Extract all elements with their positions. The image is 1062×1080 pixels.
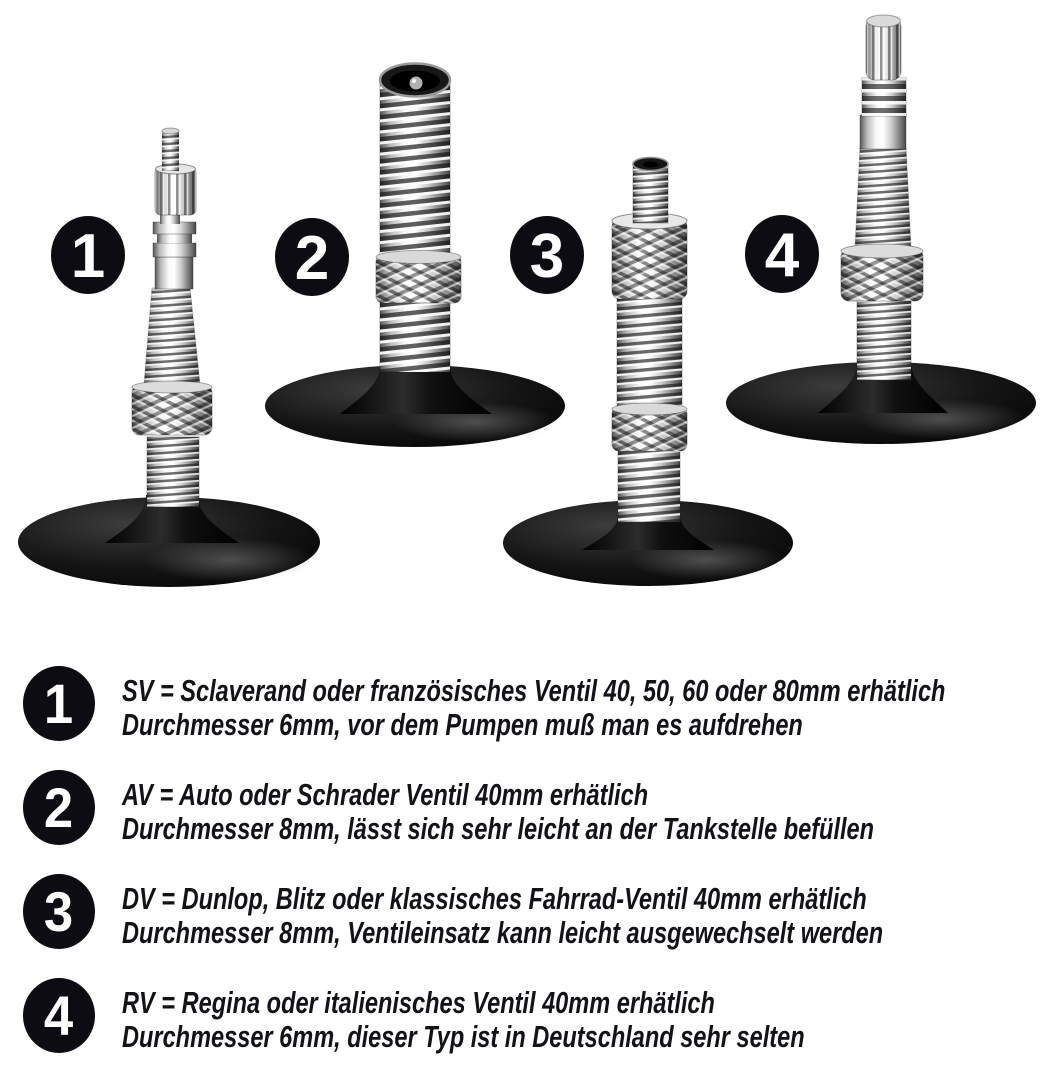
legend-dv-line2: Durchmesser 8mm, Ventileinsatz kann leicht ausgewechselt werden: [122, 915, 884, 950]
legend-sv-line2: Durchmesser 6mm, vor dem Pumpen muß man es aufdrehen: [122, 707, 803, 742]
valve-2-lock-ring: [376, 251, 461, 304]
valve-2-top-face: [380, 64, 450, 97]
figure-badge-4: [745, 215, 819, 293]
figure-badge-2: [275, 218, 349, 296]
valve-3-lock-ring: [612, 403, 687, 451]
valve-1-stem: [144, 210, 200, 507]
figure-badge-3-number: 3: [529, 222, 565, 291]
legend-badge-2: [23, 770, 95, 845]
figure-badge-3: [510, 216, 584, 294]
valve-1-base: [18, 495, 320, 587]
legend-av-line1: AV = Auto oder Schrader Ventil 40mm erhätlich: [122, 777, 649, 812]
valve-2-base: [265, 365, 565, 447]
figure-badge-1: [51, 216, 125, 294]
legend-text-rv: [122, 986, 1020, 1054]
legend-badge-4-number: 4: [44, 983, 74, 1047]
valve-4-cap: [866, 15, 901, 80]
legend-dv-line1: DV = Dunlop, Blitz oder klassisches Fahrrad-Ventil 40mm erhätlich: [122, 881, 867, 916]
figure-badge-4-number: 4: [764, 221, 800, 290]
legend-badge-1-number: 1: [44, 671, 74, 735]
legend-sv-line1: SV = Sclaverand oder französisches Ventil 40, 50, 60 oder 80mm erhätlich: [122, 673, 946, 708]
figure-badge-2-number: 2: [294, 224, 330, 293]
legend-av-line2: Durchmesser 8mm, lässt sich sehr leicht an der Tankstelle befüllen: [122, 811, 875, 846]
legend-rv-line1: RV = Regina oder italienisches Ventil 40mm erhätlich: [122, 985, 715, 1020]
legend-item-av: [0, 770, 1062, 860]
legend-item-dv: [0, 874, 1062, 964]
valve-2-stem: [380, 80, 450, 372]
valve-4-stem: [855, 78, 911, 380]
valve-1-lock-ring: [132, 381, 212, 435]
legend-item-sv: [0, 666, 1062, 756]
legend-badge-3: [23, 874, 95, 949]
legend-badge-4: [23, 978, 95, 1053]
valve-4-lock-ring: [841, 244, 923, 301]
legend-badge-1: [23, 666, 95, 741]
legend-rv-line2: Durchmesser 6mm, dieser Typ ist in Deutschland sehr selten: [122, 1019, 805, 1054]
sv-presta-valve-illustration: [18, 128, 320, 587]
valve-3-tip: [633, 158, 668, 224]
legend-text-av: [122, 778, 1062, 846]
legend-badge-2-number: 2: [44, 775, 74, 839]
valve-1-tip: [155, 128, 196, 215]
valve-3-knurled-nut: [612, 213, 687, 299]
legend-badge-3-number: 3: [44, 879, 74, 943]
legend-item-rv: [0, 978, 1062, 1068]
figure-badge-1-number: 1: [70, 222, 106, 291]
legend-text-dv: [122, 882, 1062, 950]
legend-text-sv: [122, 674, 1062, 742]
